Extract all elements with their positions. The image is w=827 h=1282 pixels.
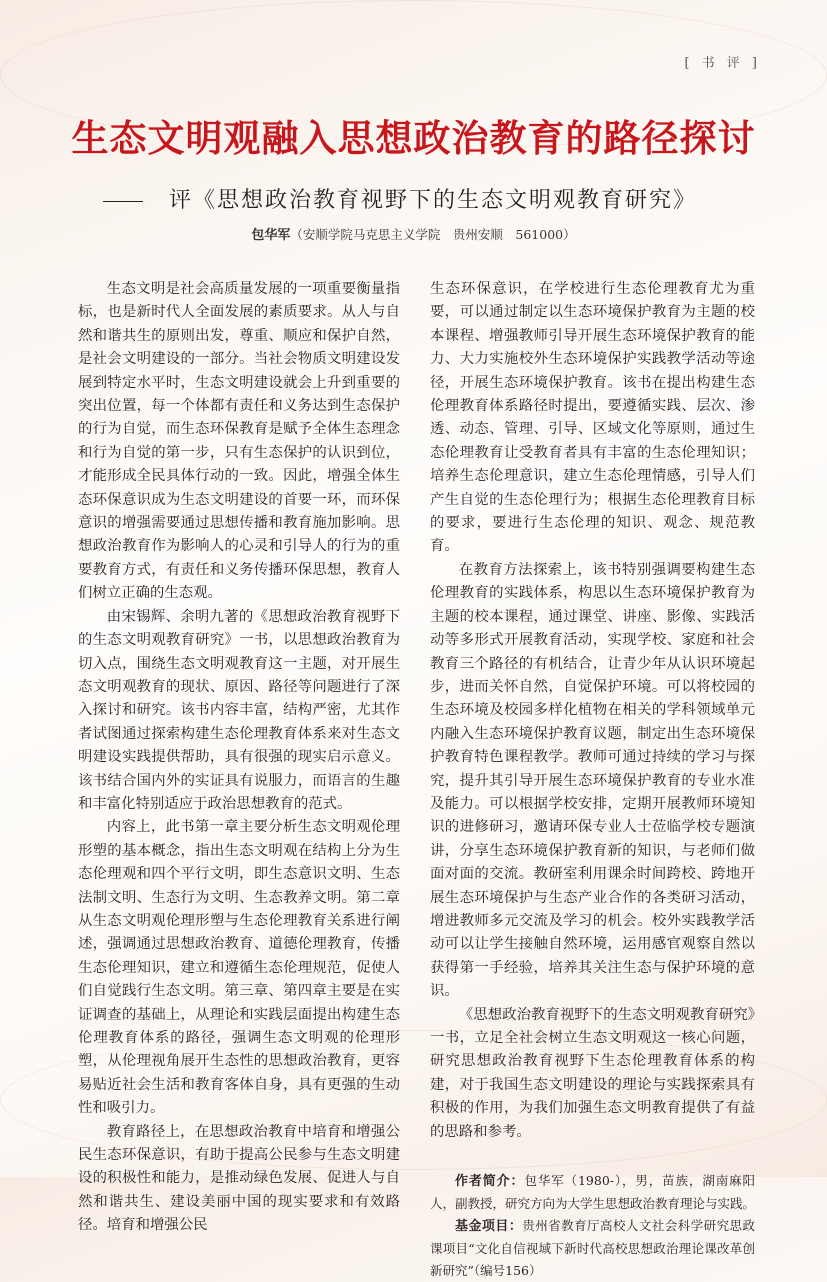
author-name: 包华军 — [251, 228, 291, 243]
bio-text: 包华军（1980-），男，苗族，湖南麻阳人，副教授，研究方向为大学生思想政治教育理论与实践。 — [430, 1173, 756, 1212]
fund-label: 基金项目： — [455, 1219, 523, 1235]
article-subtitle — [103, 183, 793, 214]
article-title: 生态文明观融入思想政治教育的路径探讨 — [71, 117, 756, 160]
byline — [0, 224, 827, 243]
author-affiliation: （安顺学院马克思主义学院 贵州安顺 561000） — [290, 227, 576, 242]
subtitle-text: 评《思想政治教育视野下的生态文明观教育研究》 — [169, 188, 698, 213]
paragraph: 在教育方法探索上，该书特别强调要构建生态伦理教育的实践体系，构思以生态环境保护教育为主题的校本课程，通过课堂、讲座、影像、实践活动等多形式开展教育活动，实现学校、家庭和社会教育三个路径的有机结合，让青少年从认识环境起步，进而关怀自然，自觉保护环境。可以将校园的生态环境及校园多样化植物在相关的学科领域单元内融入生态环境保护教育议题，制定出生态环境保护教育特色课程教学。教师可通过持续的学习与探究，提升其引导开展生态环境保护教育的专业水准及能力。可以根据学校安排，定期开展教师环境知识的进修研习，邀请环保专业人士莅临学校专题演讲，分享生态环境保护教育新的知识，与老师们做面对面的交流。教研室利用课余时间跨校、跨地开展生态环境保护与生态产业合作的各类研习活动，增进教师多元交流及学习的机会。校外实践教学活动可以让学生接触自然环境，运用感官观察自然以获得第一手经验，培养其关注生态与保护环境的意识。 — [430, 561, 755, 1000]
section-tag: [ 书 评 ] — [684, 56, 761, 71]
bio-label: 作者简介： — [455, 1174, 525, 1190]
paragraph: 生态环保意识，在学校进行生态伦理教育尤为重要，可以通过制定以生态环境保护教育为主题的校本课程、增强教师引导开展生态环境保护教育的能力、大力实施校外生态环境保护实践教学活动等途径，开展生态环境保护教育。该书在提出构建生态伦理教育体系路径时提出，要遵循实践、层次、渗透、动态、管理、引导、区域文化等原则，通过生态伦理教育让受教育者具有丰富的生态伦理知识；培养生态伦理意识，建立生态伦理情感，引导人们产生自觉的生态伦理行为；根据生态伦理教育目标的要求，要进行生态伦理的知识、观念、规范教育。 — [430, 281, 755, 555]
left-column — [78, 278, 400, 1238]
fund-text: 贵州省教育厅高校人文社会科学研究思政课项目“文化自信视域下新时代高校思想政治理论课改革创新研究”（编号156） — [430, 1218, 755, 1279]
paragraph: 《思想政治教育视野下的生态文明观教育研究》一书，立足全社会树立生态文明观这一核心问题，研究思想政治教育视野下生态伦理教育体系的构建，对于我国生态文明建设的理论与实践探索具有积极的作用，为我们加强生态文明教育提供了有益的思路和参考。 — [430, 1006, 755, 1140]
paragraph: 生态文明是社会高质量发展的一项重要衡量指标，也是新时代人全面发展的素质要求。从人与自然和谐共生的原则出发，尊重、顺应和保护自然，是社会文明建设的一部分。当社会物质文明建设发展到特定水平时，生态文明建设就会上升到重要的突出位置，每一个体都有责任和义务达到生态保护的行为自觉，而生态环保教育是赋予全体生态理念和行为自觉的第一步，只有生态保护的认识到位，才能形成全民具体行动的一致。因此，增强全体生态环保意识成为生态文明建设的首要一环，而环保意识的增强需要通过思想传播和教育施加影响。思想政治教育作为影响人的心灵和引导人的行为的重要教育方式，有责任和义务传播环保思想，教育人们树立正确的生态观。 — [78, 281, 400, 602]
subtitle-dash — [103, 201, 143, 202]
paragraph: 由宋锡辉、余明九著的《思想政治教育视野下的生态文明观教育研究》一书，以思想政治教育为切入点，围绕生态文明观教育这一主题，对开展生态文明观教育的现状、原因、路径等问题进行了深入探讨和研究。该书内容丰富，结构严密，尤其作者试图通过探索构建生态伦理教育体系来对生态文明建设实践提供帮助，具有很强的现实启示意义。该书结合国内外的实证具有说服力，而语言的生趣和丰富化特别适应于政治思想教育的范式。 — [78, 608, 400, 812]
right-column — [430, 278, 755, 1282]
paragraph: 教育路径上，在思想政治教育中培育和增强公民生态环保意识，有助于提高公民参与生态文明建设的积极性和能力，是推动绿色发展、促进人与自然和谐共生、建设美丽中国的现实要求和有效路径。培育和增强公民 — [78, 1123, 400, 1234]
fund-info — [430, 1215, 755, 1282]
paragraph: 内容上，此书第一章主要分析生态文明观伦理形塑的基本概念，指出生态文明观在结构上分为生态伦理观和四个平行文明，即生态意识文明、生态法制文明、生态行为文明、生态教养文明。第二章从生态文明观伦理形塑与生态伦理教育关系进行阐述，强调通过思想政治教育、道德伦理教育，传播生态伦理知识，建立和遵循生态伦理规范，促使人们自觉践行生态文明。第三章、第四章主要是在实证调查的基础上，从理论和实践层面提出构建生态伦理教育体系的路径，强调生态文明观的伦理形塑，从伦理视角展开生态性的思想政治教育，更容易贴近社会生活和教育客体自身，具有更强的生动性和吸引力。 — [78, 819, 400, 1117]
